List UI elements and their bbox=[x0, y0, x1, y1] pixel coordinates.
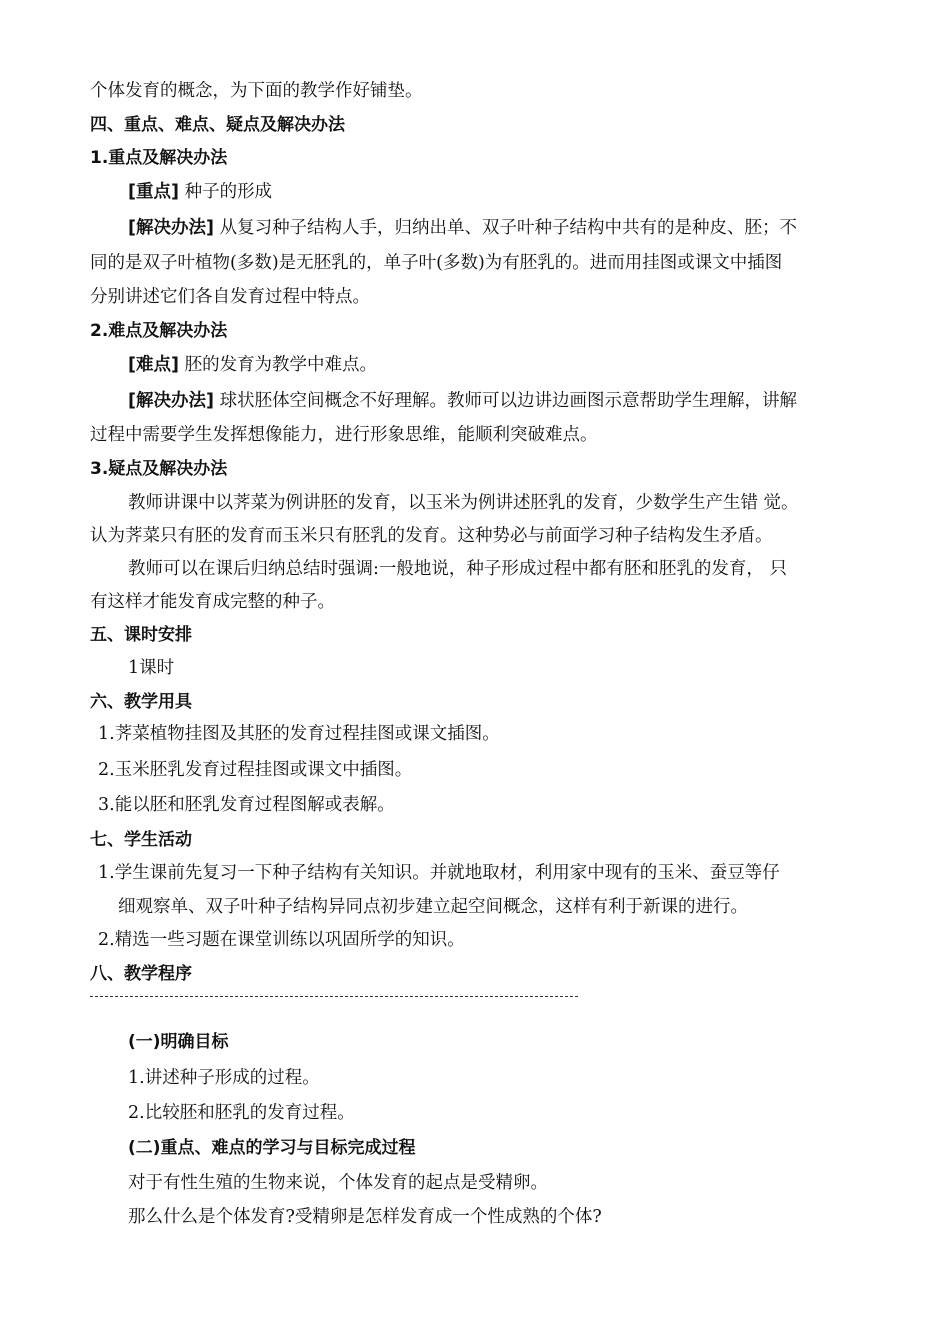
paragraph-line: 教师讲课中以荠菜为例讲胚的发育，以玉米为例讲述胚乳的发育，少数学生产生错 觉。 bbox=[128, 493, 799, 513]
list-item: 1.荠菜植物挂图及其胚的发育过程挂图或课文插图。 bbox=[98, 724, 500, 744]
paragraph-line: 同的是双子叶植物(多数)是无胚乳的，单子叶(多数)为有胚乳的。进而用挂图或课文中插图 bbox=[90, 253, 783, 273]
difficulty-text: 胚的发育为教学中难点。 bbox=[179, 355, 378, 375]
difficulty-line bbox=[128, 353, 377, 377]
key-point-text: 种子的形成 bbox=[179, 182, 273, 202]
solution-tag: [解决办法] bbox=[128, 218, 214, 238]
subsection-heading-1: (一)明确目标 bbox=[128, 1032, 229, 1052]
section-heading-7: 七、学生活动 bbox=[90, 830, 192, 850]
section-heading-4: 四、重点、难点、疑点及解决办法 bbox=[90, 115, 345, 135]
list-item: 2.玉米胚乳发育过程挂图或课文中插图。 bbox=[98, 760, 413, 780]
paragraph-line: 对于有性生殖的生物来说，个体发育的起点是受精卵。 bbox=[128, 1173, 548, 1193]
subsection-heading-2: (二)重点、难点的学习与目标完成过程 bbox=[128, 1138, 416, 1158]
paragraph-line: 过程中需要学生发挥想像能力，进行形象思维，能顺利突破难点。 bbox=[90, 425, 598, 445]
paragraph-line: 那么什么是个体发育?受精卵是怎样发育成一个性成熟的个体? bbox=[128, 1207, 602, 1227]
key-point-tag: [重点] bbox=[128, 182, 179, 202]
solution-text: 球状胚体空间概念不好理解。教师可以边讲边画图示意帮助学生理解，讲解 bbox=[214, 391, 798, 411]
paragraph-line: 有这样才能发育成完整的种子。 bbox=[90, 592, 335, 612]
paragraph-line: 1课时 bbox=[128, 658, 175, 678]
subheading-difficulties: 2.难点及解决办法 bbox=[90, 321, 228, 341]
subheading-doubts: 3.疑点及解决办法 bbox=[90, 459, 228, 479]
paragraph-line: 2.比较胚和胚乳的发育过程。 bbox=[128, 1103, 355, 1123]
section-heading-6: 六、教学用具 bbox=[90, 692, 192, 712]
difficulty-tag: [难点] bbox=[128, 355, 179, 375]
paragraph-line: 教师可以在课后归纳总结时强调:一般地说，种子形成过程中都有胚和胚乳的发育， 只 bbox=[128, 559, 787, 579]
paragraph-line: 认为荠菜只有胚的发育而玉米只有胚乳的发育。这种势必与前面学习种子结构发生矛盾。 bbox=[90, 526, 773, 546]
list-item: 1.学生课前先复习一下种子结构有关知识。并就地取材，利用家中现有的玉米、蚕豆等仔 bbox=[98, 863, 780, 883]
solution-line-1 bbox=[128, 216, 797, 240]
list-item: 3.能以胚和胚乳发育过程图解或表解。 bbox=[98, 795, 395, 815]
paragraph-line: 个体发育的概念，为下面的教学作好铺垫。 bbox=[90, 81, 423, 101]
paragraph-line: 分别讲述它们各自发育过程中特点。 bbox=[90, 287, 370, 307]
subheading-key-points: 1.重点及解决办法 bbox=[90, 148, 228, 168]
section-heading-8: 八、教学程序 bbox=[90, 964, 192, 984]
solution-text: 从复习种子结构人手，归纳出单、双子叶种子结构中共有的是种皮、胚；不 bbox=[214, 218, 798, 238]
list-item-continuation: 细观察单、双子叶种子结构异同点初步建立起空间概念，这样有利于新课的进行。 bbox=[118, 897, 748, 917]
section-heading-5: 五、课时安排 bbox=[90, 625, 192, 645]
solution-line-2 bbox=[128, 389, 797, 413]
list-item: 2.精选一些习题在课堂训练以巩固所学的知识。 bbox=[98, 930, 465, 950]
key-point-line bbox=[128, 180, 272, 204]
paragraph-line: 1.讲述种子形成的过程。 bbox=[128, 1068, 320, 1088]
dashed-divider bbox=[90, 996, 578, 997]
solution-tag: [解决办法] bbox=[128, 391, 214, 411]
